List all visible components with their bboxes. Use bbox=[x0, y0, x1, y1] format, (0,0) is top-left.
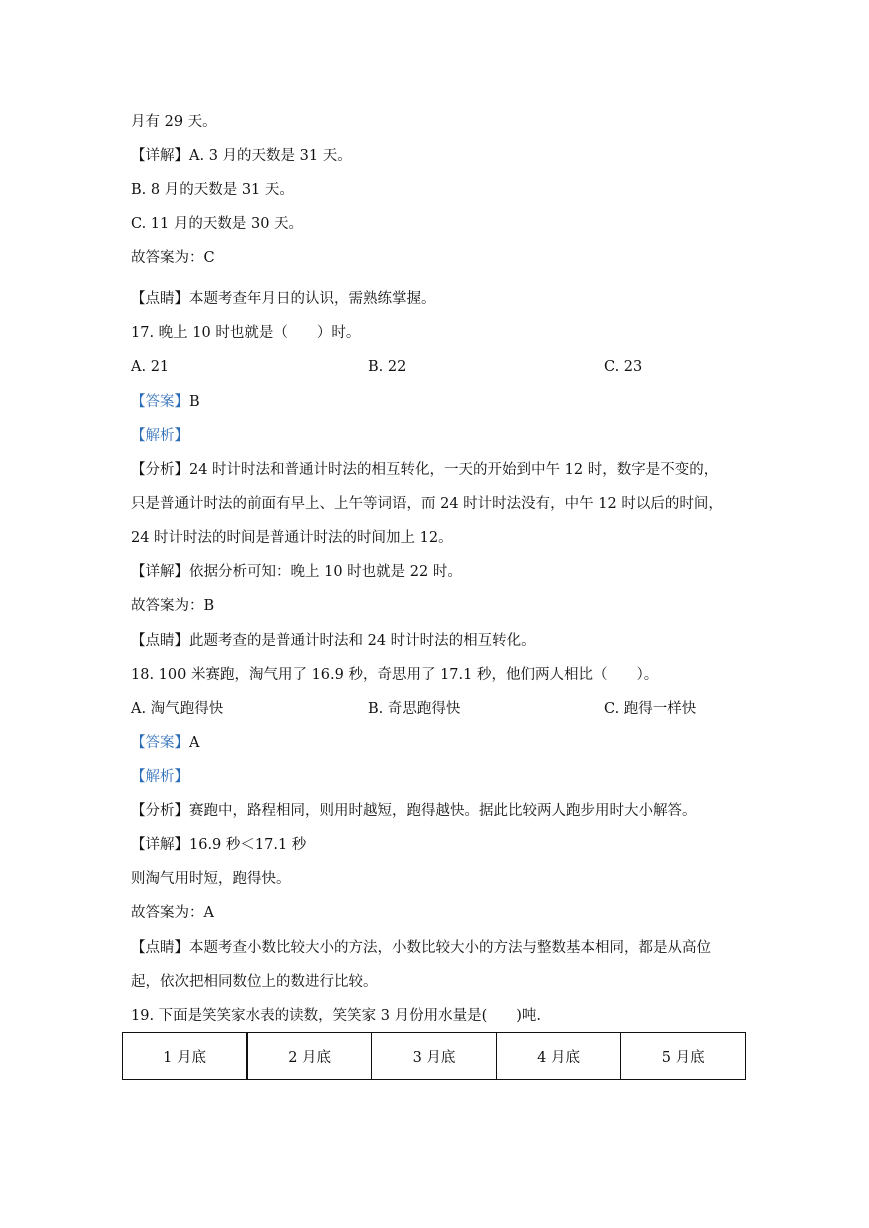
dianjing-label: 【点睛】 bbox=[131, 940, 189, 956]
answer-label: 【答案】 bbox=[131, 394, 189, 410]
water-meter-table bbox=[122, 1032, 746, 1080]
dianjing-line bbox=[131, 289, 436, 309]
question-17: 17. 晚上 10 时也就是（ ）时。 bbox=[131, 325, 361, 341]
q18-detail-line-2: 则淘气用时短，跑得快。 bbox=[131, 871, 291, 887]
fenxi-text: 赛跑中，路程相同，则用时越短，跑得越快。据此比较两人跑步用时大小解答。 bbox=[189, 803, 697, 819]
q18-final-answer: 故答案为：A bbox=[131, 905, 214, 921]
detail-label: 【详解】 bbox=[131, 837, 189, 853]
dianjing-text: 本题考查年月日的认识，需熟练掌握。 bbox=[189, 291, 436, 307]
text-line: 月有 29 天。 bbox=[131, 114, 217, 130]
q18-option-a: A. 淘气跑得快 bbox=[131, 701, 224, 717]
table-cell-month-3: 3 月底 bbox=[372, 1033, 497, 1080]
q17-dianjing-line bbox=[131, 631, 536, 651]
question-18: 18. 100 米赛跑，淘气用了 16.9 秒，奇思用了 17.1 秒，他们两人相比（ ）。 bbox=[131, 667, 659, 683]
question-19: 19. 下面是笑笑家水表的读数，笑笑家 3 月份用水量是( )吨. bbox=[131, 1008, 542, 1024]
dianjing-label: 【点睛】 bbox=[131, 633, 189, 649]
q17-option-b: B. 22 bbox=[368, 359, 407, 375]
q17-fenxi-line-3: 24 时计时法的时间是普通计时法的时间加上 12。 bbox=[131, 530, 453, 546]
q18-dianjing-line-2: 起，依次把相同数位上的数进行比较。 bbox=[131, 974, 378, 990]
q18-option-c: C. 跑得一样快 bbox=[604, 701, 697, 717]
detail-text: 16.9 秒＜17.1 秒 bbox=[189, 837, 307, 853]
table-cell-month-4: 4 月底 bbox=[496, 1033, 621, 1080]
text-line: B. 8 月的天数是 31 天。 bbox=[131, 182, 294, 198]
text-line: C. 11 月的天数是 30 天。 bbox=[131, 216, 304, 232]
q17-detail-line bbox=[131, 562, 462, 582]
q18-analysis-label: 【解析】 bbox=[131, 769, 189, 785]
table-cell-month-1: 1 月底 bbox=[123, 1033, 248, 1080]
q17-option-a: A. 21 bbox=[131, 359, 170, 375]
fenxi-label: 【分析】 bbox=[131, 803, 189, 819]
q17-fenxi-line-1 bbox=[131, 460, 718, 480]
q17-fenxi-line-2: 只是普通计时法的前面有早上、上午等词语，而 24 时计时法没有，中午 12 时以后的时间， bbox=[131, 496, 723, 512]
q18-option-b: B. 奇思跑得快 bbox=[368, 701, 461, 717]
q17-option-c: C. 23 bbox=[604, 359, 643, 375]
q18-dianjing-line-1 bbox=[131, 938, 711, 958]
dianjing-text: 本题考查小数比较大小的方法，小数比较大小的方法与整数基本相同，都是从高位 bbox=[189, 940, 711, 956]
detail-text: A. 3 月的天数是 31 天。 bbox=[189, 148, 352, 164]
detail-text: 依据分析可知：晚上 10 时也就是 22 时。 bbox=[189, 564, 462, 580]
answer-value: A bbox=[189, 735, 200, 751]
answer-label: 【答案】 bbox=[131, 735, 189, 751]
table-row bbox=[123, 1033, 746, 1080]
table-cell-month-2: 2 月底 bbox=[247, 1033, 372, 1080]
dianjing-text: 此题考查的是普通计时法和 24 时计时法的相互转化。 bbox=[189, 633, 536, 649]
detail-label: 【详解】 bbox=[131, 564, 189, 580]
answer-line: 故答案为：C bbox=[131, 250, 215, 266]
fenxi-text: 24 时计时法和普通计时法的相互转化，一天的开始到中午 12 时，数字是不变的， bbox=[189, 462, 719, 478]
q17-answer-line bbox=[131, 392, 200, 412]
q17-final-answer: 故答案为：B bbox=[131, 598, 215, 614]
q18-fenxi-line bbox=[131, 801, 697, 821]
q18-answer-line bbox=[131, 733, 199, 753]
dianjing-label: 【点睛】 bbox=[131, 291, 189, 307]
q17-analysis-label: 【解析】 bbox=[131, 428, 189, 444]
answer-value: B bbox=[189, 394, 200, 410]
detail-line bbox=[131, 146, 352, 166]
q18-detail-line bbox=[131, 835, 306, 855]
fenxi-label: 【分析】 bbox=[131, 462, 189, 478]
detail-label: 【详解】 bbox=[131, 148, 189, 164]
table-cell-month-5: 5 月底 bbox=[621, 1033, 746, 1080]
